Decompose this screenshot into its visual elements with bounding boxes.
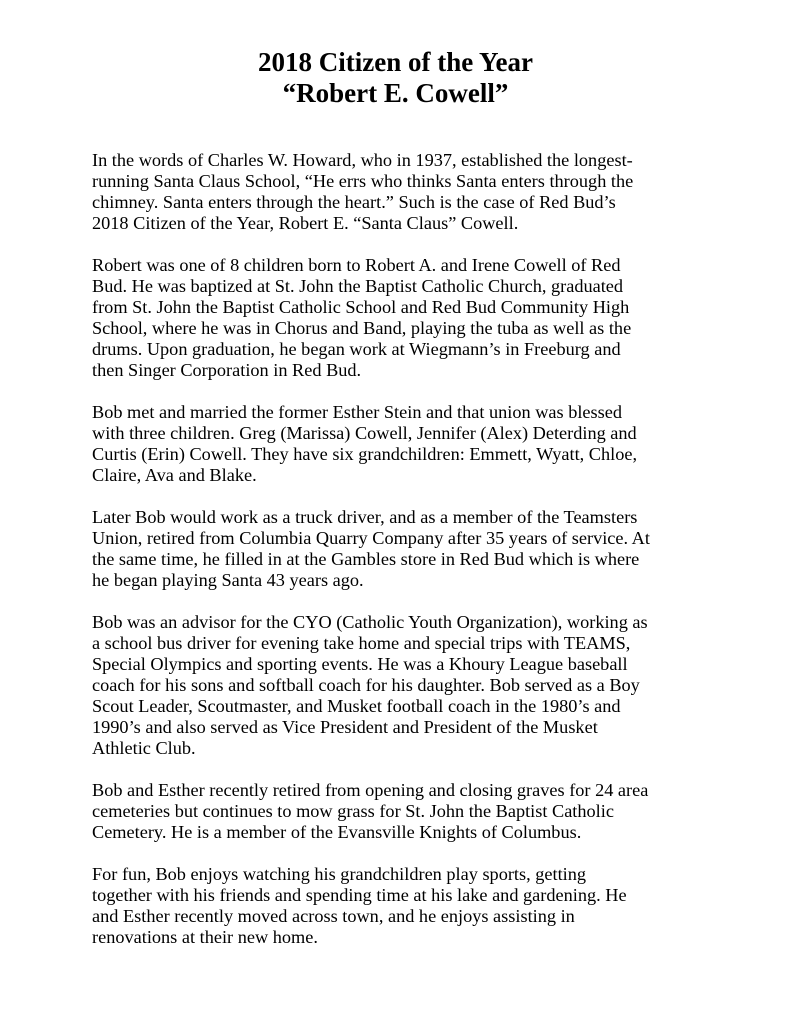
text-line: drums. Upon graduation, he began work at Wiegmann’s in Freeburg and [92, 339, 621, 359]
text-line: from St. John the Baptist Catholic School and Red Bud Community High [92, 297, 630, 317]
text-line: For fun, Bob enjoys watching his grandchildren play sports, getting [92, 864, 587, 884]
text-line: he began playing Santa 43 years ago. [92, 570, 364, 590]
text-line: Robert was one of 8 children born to Robert A. and Irene Cowell of Red [92, 255, 621, 275]
paragraph-family [92, 402, 712, 486]
text-line: Later Bob would work as a truck driver, and as a member of the Teamsters [92, 507, 638, 527]
paragraph-early-life [92, 255, 712, 381]
text-line: running Santa Claus School, “He errs who thinks Santa enters through the [92, 171, 634, 191]
text-line: Bob was an advisor for the CYO (Catholic Youth Organization), working as [92, 612, 648, 632]
paragraph-intro [92, 150, 712, 234]
text-line: Claire, Ava and Blake. [92, 465, 257, 485]
text-line: cemeteries but continues to mow grass for St. John the Baptist Catholic [92, 801, 614, 821]
text-line: renovations at their new home. [92, 927, 318, 947]
text-line: with three children. Greg (Marissa) Cowell, Jennifer (Alex) Deterding and [92, 423, 637, 443]
text-line: 2018 Citizen of the Year, Robert E. “Santa Claus” Cowell. [92, 213, 519, 233]
text-line: In the words of Charles W. Howard, who in 1937, established the longest- [92, 150, 633, 170]
text-line: Scout Leader, Scoutmaster, and Musket football coach in the 1980’s and [92, 696, 621, 716]
text-line: then Singer Corporation in Red Bud. [92, 360, 362, 380]
text-line: a school bus driver for evening take home and special trips with TEAMS, [92, 633, 631, 653]
text-line: Cemetery. He is a member of the Evansville Knights of Columbus. [92, 822, 582, 842]
text-line: Bud. He was baptized at St. John the Baptist Catholic Church, graduated [92, 276, 624, 296]
title-line-award: 2018 Citizen of the Year [258, 47, 533, 77]
text-line: School, where he was in Chorus and Band, playing the tuba as well as the [92, 318, 632, 338]
text-line: Bob and Esther recently retired from opening and closing graves for 24 area [92, 780, 649, 800]
text-line: Bob met and married the former Esther Stein and that union was blessed [92, 402, 623, 422]
text-line: together with his friends and spending time at his lake and gardening. He [92, 885, 627, 905]
text-line: Curtis (Erin) Cowell. They have six grandchildren: Emmett, Wyatt, Chloe, [92, 444, 638, 464]
text-line: coach for his sons and softball coach for his daughter. Bob served as a Boy [92, 675, 640, 695]
paragraph-cemetery-work [92, 780, 712, 843]
text-line: chimney. Santa enters through the heart.” Such is the case of Red Bud’s [92, 192, 616, 212]
paragraph-community-service [92, 612, 712, 759]
text-line: the same time, he filled in at the Gambles store in Red Bud which is where [92, 549, 640, 569]
text-line: Athletic Club. [92, 738, 196, 758]
document-title [0, 47, 791, 109]
text-line: and Esther recently moved across town, and he enjoys assisting in [92, 906, 575, 926]
text-line: Special Olympics and sporting events. He was a Khoury League baseball [92, 654, 628, 674]
document-body [92, 150, 712, 969]
text-line: Union, retired from Columbia Quarry Company after 35 years of service. At [92, 528, 650, 548]
paragraph-career [92, 507, 712, 591]
text-line: 1990’s and also served as Vice President and President of the Musket [92, 717, 598, 737]
paragraph-hobbies [92, 864, 712, 948]
title-line-honoree: “Robert E. Cowell” [282, 78, 509, 108]
